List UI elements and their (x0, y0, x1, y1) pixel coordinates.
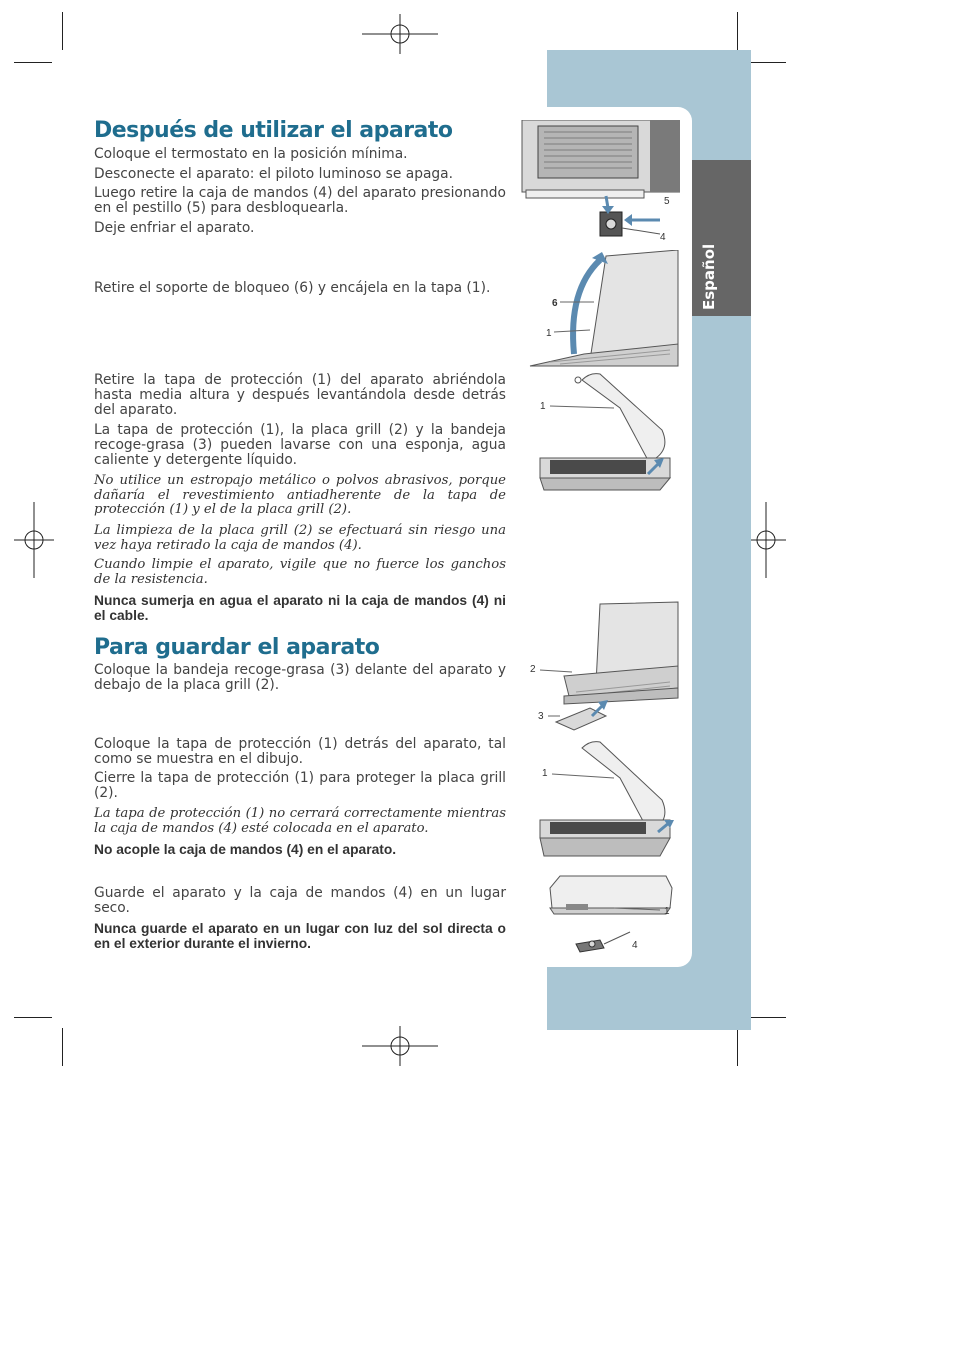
paragraph: Cierre la tapa de protección (1) para proteger la placa grill (2). (94, 770, 506, 801)
paragraph: Coloque la tapa de protección (1) detrás del aparato, tal como se muestra en el dibujo. (94, 736, 506, 767)
language-label: Español (700, 243, 718, 310)
paragraph: Coloque la bandeja recoge-grasa (3) delante del aparato y debajo de la placa grill (2). (94, 662, 506, 693)
figure-label: 6 (552, 298, 558, 309)
figure-label: 3 (538, 711, 544, 722)
figure-locking-support (520, 250, 680, 368)
crop-mark (737, 12, 738, 50)
figure-remove-lid (520, 368, 680, 496)
figure-label: 1 (664, 906, 670, 917)
section-title-storage: Para guardar el aparato (94, 635, 380, 660)
registration-mark (746, 500, 786, 580)
crop-mark (62, 1028, 63, 1066)
paragraph: Luego retire la caja de mandos (4) del aparato presionando en el pestillo (5) para desbloquearla. (94, 185, 506, 216)
crop-mark (14, 1017, 52, 1018)
crop-mark (737, 1028, 738, 1066)
italic-note: La limpieza de la placa grill (2) se efectuará sin riesgo una vez haya retirado la caja de mandos (4). (94, 523, 506, 553)
paragraph: Deje enfriar el aparato. (94, 220, 255, 236)
warning-text: Nunca guarde el aparato en un lugar con luz del sol directa o en el exterior durante el invierno. (94, 921, 506, 951)
paragraph: Desconecte el aparato: el piloto luminoso se apaga. (94, 166, 454, 182)
figure-remove-control-box (520, 120, 680, 245)
paragraph: Retire el soporte de bloqueo (6) y encájela en la tapa (1). (94, 280, 491, 296)
figure-label: 4 (660, 232, 666, 243)
figure-label: 1 (542, 768, 548, 779)
figure-lid-storage (520, 738, 680, 864)
italic-note: No utilice un estropajo metálico o polvos abrasivos, porque dañaría el revestimiento antiadherente de la tapa de protección (1) y el de la placa grill (2). (94, 473, 506, 517)
crop-mark (748, 1017, 786, 1018)
figure-label: 4 (632, 940, 638, 951)
paragraph: La tapa de protección (1), la placa grill (2) y la bandeja recoge-grasa (3) pueden lavarse con una esponja, agua caliente y detergente líquido. (94, 422, 506, 468)
paragraph: Guarde el aparato y la caja de mandos (4) en un lugar seco. (94, 885, 506, 916)
registration-mark (360, 1026, 440, 1066)
section-title-after-use: Después de utilizar el aparato (94, 118, 453, 143)
figure-closed-appliance (520, 868, 680, 960)
crop-mark (14, 62, 52, 63)
figure-label: 1 (540, 401, 546, 412)
crop-mark (748, 62, 786, 63)
italic-note: Cuando limpie el aparato, vigile que no fuerce los ganchos de la resistencia. (94, 557, 506, 587)
figure-label: 2 (530, 664, 536, 675)
figure-drip-tray (520, 600, 680, 738)
figure-label: 1 (546, 328, 552, 339)
figure-label: 5 (664, 196, 670, 207)
paragraph: Coloque el termostato en la posición mínima. (94, 146, 408, 162)
warning-text: No acople la caja de mandos (4) en el aparato. (94, 842, 397, 857)
registration-mark (360, 14, 440, 54)
paragraph: Retire la tapa de protección (1) del aparato abriéndola hasta media altura y después levantándola desde detrás del aparato. (94, 372, 506, 418)
crop-mark (62, 12, 63, 50)
warning-text: Nunca sumerja en agua el aparato ni la caja de mandos (4) ni el cable. (94, 593, 506, 623)
registration-mark (14, 500, 54, 580)
italic-note: La tapa de protección (1) no cerrará correctamente mientras la caja de mandos (4) esté colocada en el aparato. (94, 806, 506, 836)
